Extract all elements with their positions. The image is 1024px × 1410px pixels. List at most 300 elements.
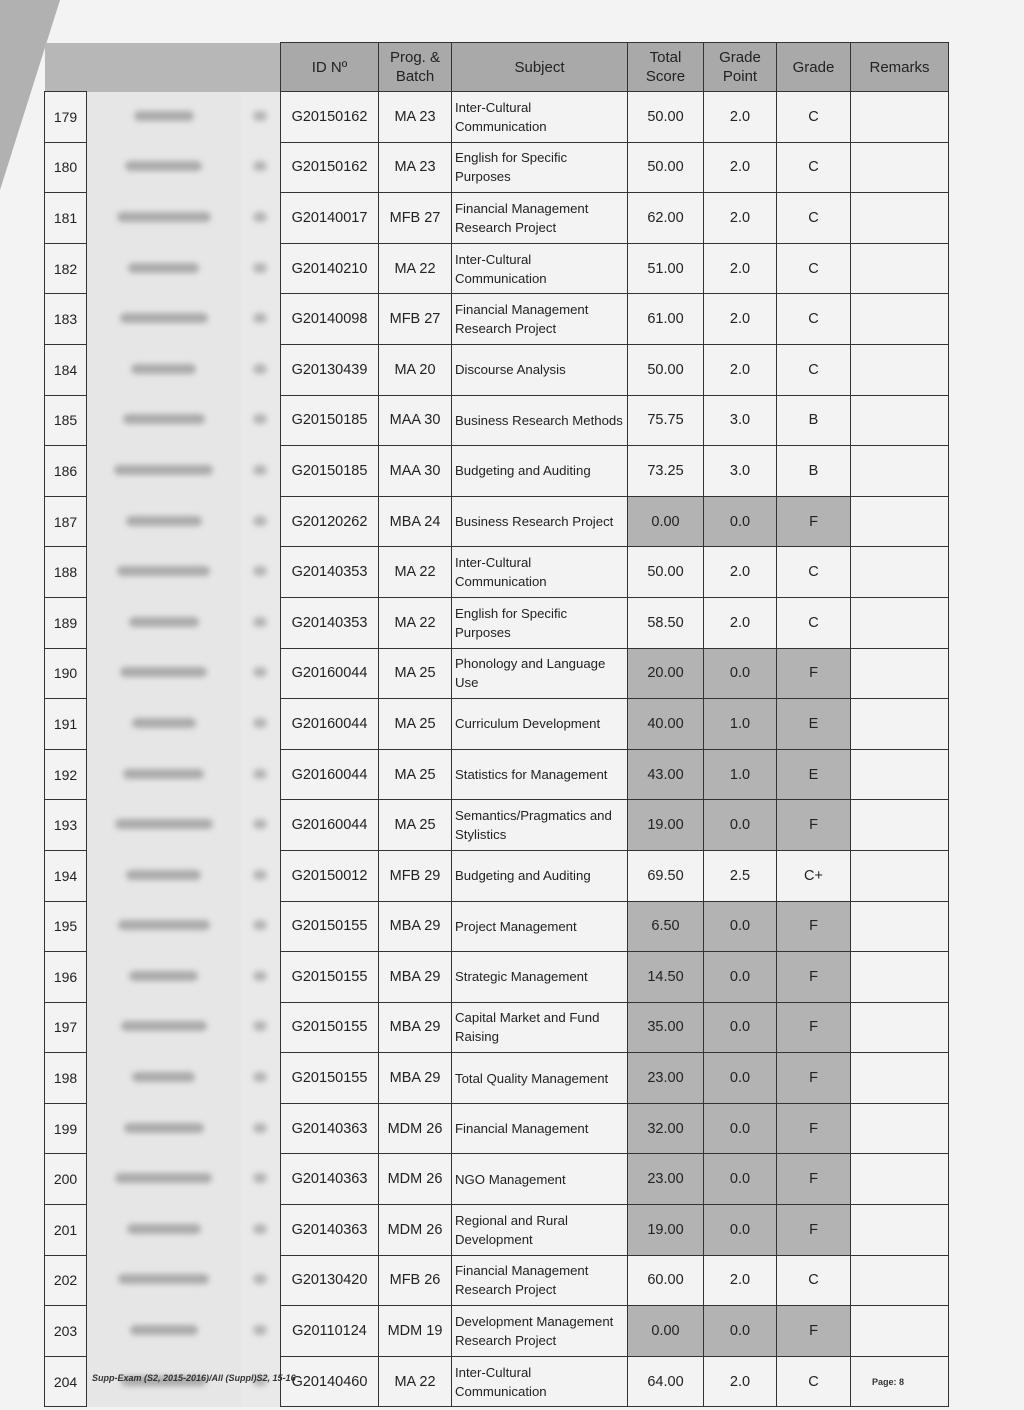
row-remarks bbox=[851, 901, 949, 952]
row-total-score: 0.00 bbox=[628, 1306, 704, 1357]
redaction-blur bbox=[253, 364, 267, 374]
row-id: G20150155 bbox=[281, 952, 379, 1003]
row-sex-redacted bbox=[241, 294, 281, 345]
row-id: G20110124 bbox=[281, 1306, 379, 1357]
row-subject: Business Research Methods bbox=[452, 395, 628, 446]
row-remarks bbox=[851, 496, 949, 547]
redaction-blur bbox=[253, 263, 267, 273]
table-row bbox=[45, 547, 949, 598]
row-total-score: 60.00 bbox=[628, 1255, 704, 1306]
row-name-redacted bbox=[87, 1205, 241, 1256]
row-number: 190 bbox=[45, 648, 87, 699]
redaction-blur bbox=[253, 1274, 267, 1284]
row-number: 204 bbox=[45, 1356, 87, 1407]
table-row bbox=[45, 1002, 949, 1053]
row-sex-redacted bbox=[241, 1205, 281, 1256]
row-grade-point: 0.0 bbox=[704, 952, 777, 1003]
redaction-blur bbox=[253, 819, 267, 829]
redaction-blur bbox=[123, 769, 204, 779]
row-remarks bbox=[851, 1205, 949, 1256]
row-grade-point: 0.0 bbox=[704, 1306, 777, 1357]
row-grade: B bbox=[777, 395, 851, 446]
row-sex-redacted bbox=[241, 850, 281, 901]
table-row bbox=[45, 344, 949, 395]
row-id: G20160044 bbox=[281, 699, 379, 750]
redaction-blur bbox=[129, 617, 199, 627]
row-grade-point: 0.0 bbox=[704, 800, 777, 851]
row-subject: Financial Management Research Project bbox=[452, 294, 628, 345]
row-subject: Capital Market and Fund Raising bbox=[452, 1002, 628, 1053]
redaction-blur bbox=[118, 920, 210, 930]
table-row bbox=[45, 1306, 949, 1357]
redaction-blur bbox=[132, 718, 196, 728]
row-grade-point: 0.0 bbox=[704, 496, 777, 547]
row-id: G20140210 bbox=[281, 243, 379, 294]
row-sex-redacted bbox=[241, 597, 281, 648]
redaction-blur bbox=[126, 870, 201, 880]
table-row bbox=[45, 597, 949, 648]
row-prog-batch: MA 22 bbox=[379, 597, 452, 648]
row-grade: E bbox=[777, 699, 851, 750]
row-total-score: 50.00 bbox=[628, 92, 704, 143]
row-subject: Phonology and Language Use bbox=[452, 648, 628, 699]
row-remarks bbox=[851, 344, 949, 395]
row-name-redacted bbox=[87, 395, 241, 446]
redaction-blur bbox=[129, 971, 198, 981]
row-subject: Financial Management Research Project bbox=[452, 1255, 628, 1306]
row-remarks bbox=[851, 952, 949, 1003]
table-row bbox=[45, 142, 949, 193]
row-name-redacted bbox=[87, 1053, 241, 1104]
row-remarks bbox=[851, 850, 949, 901]
row-sex-redacted bbox=[241, 800, 281, 851]
row-grade-point: 2.5 bbox=[704, 850, 777, 901]
row-id: G20150155 bbox=[281, 1002, 379, 1053]
row-id: G20150155 bbox=[281, 901, 379, 952]
row-remarks bbox=[851, 446, 949, 497]
row-id: G20140353 bbox=[281, 597, 379, 648]
row-name-redacted bbox=[87, 1306, 241, 1357]
row-grade: F bbox=[777, 1053, 851, 1104]
row-grade-point: 1.0 bbox=[704, 749, 777, 800]
row-number: 191 bbox=[45, 699, 87, 750]
redaction-blur bbox=[123, 414, 205, 424]
row-grade-point: 2.0 bbox=[704, 294, 777, 345]
row-prog-batch: MA 23 bbox=[379, 92, 452, 143]
redaction-blur bbox=[121, 1021, 207, 1031]
row-name-redacted bbox=[87, 699, 241, 750]
row-name-redacted bbox=[87, 193, 241, 244]
table-row bbox=[45, 699, 949, 750]
row-grade-point: 0.0 bbox=[704, 1002, 777, 1053]
row-sex-redacted bbox=[241, 648, 281, 699]
footer-exam-ref: Supp-Exam (S2, 2015-2016)/All (Suppl)S2, 15-16 bbox=[92, 1373, 296, 1383]
row-sex-redacted bbox=[241, 395, 281, 446]
redaction-blur bbox=[120, 667, 207, 677]
row-grade-point: 2.0 bbox=[704, 1255, 777, 1306]
header-total-score: Total Score bbox=[628, 43, 704, 92]
row-grade-point: 2.0 bbox=[704, 92, 777, 143]
row-remarks bbox=[851, 800, 949, 851]
results-table bbox=[44, 42, 949, 1407]
row-grade: C bbox=[777, 547, 851, 598]
redaction-blur bbox=[253, 718, 267, 728]
row-grade: C bbox=[777, 142, 851, 193]
row-name-redacted bbox=[87, 901, 241, 952]
row-prog-batch: MDM 26 bbox=[379, 1103, 452, 1154]
row-total-score: 6.50 bbox=[628, 901, 704, 952]
row-grade-point: 2.0 bbox=[704, 1356, 777, 1407]
redaction-blur bbox=[253, 1325, 267, 1335]
row-name-redacted bbox=[87, 850, 241, 901]
row-sex-redacted bbox=[241, 344, 281, 395]
row-id: G20140098 bbox=[281, 294, 379, 345]
row-number: 185 bbox=[45, 395, 87, 446]
row-name-redacted bbox=[87, 92, 241, 143]
row-sex-redacted bbox=[241, 952, 281, 1003]
row-subject: Financial Management bbox=[452, 1103, 628, 1154]
row-id: G20140363 bbox=[281, 1205, 379, 1256]
row-number: 202 bbox=[45, 1255, 87, 1306]
row-total-score: 43.00 bbox=[628, 749, 704, 800]
redaction-blur bbox=[253, 212, 267, 222]
row-id: G20130420 bbox=[281, 1255, 379, 1306]
row-prog-batch: MDM 26 bbox=[379, 1205, 452, 1256]
row-sex-redacted bbox=[241, 1154, 281, 1205]
table-row bbox=[45, 648, 949, 699]
row-name-redacted bbox=[87, 1103, 241, 1154]
row-total-score: 69.50 bbox=[628, 850, 704, 901]
row-prog-batch: MBA 24 bbox=[379, 496, 452, 547]
results-table-wrapper bbox=[44, 42, 948, 1407]
row-id: G20160044 bbox=[281, 749, 379, 800]
row-remarks bbox=[851, 1255, 949, 1306]
table-row bbox=[45, 92, 949, 143]
row-number: 187 bbox=[45, 496, 87, 547]
row-grade-point: 3.0 bbox=[704, 395, 777, 446]
row-sex-redacted bbox=[241, 496, 281, 547]
row-name-redacted bbox=[87, 547, 241, 598]
redaction-blur bbox=[127, 1224, 201, 1234]
row-sex-redacted bbox=[241, 1053, 281, 1104]
row-remarks bbox=[851, 597, 949, 648]
row-prog-batch: MBA 29 bbox=[379, 952, 452, 1003]
table-row bbox=[45, 446, 949, 497]
row-prog-batch: MAA 30 bbox=[379, 446, 452, 497]
row-total-score: 23.00 bbox=[628, 1154, 704, 1205]
row-subject: Regional and Rural Development bbox=[452, 1205, 628, 1256]
row-total-score: 14.50 bbox=[628, 952, 704, 1003]
row-remarks bbox=[851, 699, 949, 750]
row-number: 194 bbox=[45, 850, 87, 901]
redaction-blur bbox=[118, 1274, 209, 1284]
redaction-blur bbox=[114, 465, 213, 475]
row-prog-batch: MA 25 bbox=[379, 648, 452, 699]
redaction-blur bbox=[131, 364, 196, 374]
row-prog-batch: MFB 26 bbox=[379, 1255, 452, 1306]
row-prog-batch: MDM 26 bbox=[379, 1154, 452, 1205]
table-row bbox=[45, 193, 949, 244]
row-subject: Discourse Analysis bbox=[452, 344, 628, 395]
row-subject: Statistics for Management bbox=[452, 749, 628, 800]
row-sex-redacted bbox=[241, 142, 281, 193]
row-total-score: 50.00 bbox=[628, 344, 704, 395]
row-grade: F bbox=[777, 1103, 851, 1154]
redaction-blur bbox=[253, 1224, 267, 1234]
header-blurred-name bbox=[87, 43, 241, 92]
row-prog-batch: MFB 29 bbox=[379, 850, 452, 901]
row-prog-batch: MA 20 bbox=[379, 344, 452, 395]
redaction-blur bbox=[117, 212, 211, 222]
row-sex-redacted bbox=[241, 547, 281, 598]
row-subject: Inter-Cultural Communication bbox=[452, 92, 628, 143]
row-sex-redacted bbox=[241, 92, 281, 143]
row-number: 201 bbox=[45, 1205, 87, 1256]
row-number: 179 bbox=[45, 92, 87, 143]
row-total-score: 0.00 bbox=[628, 496, 704, 547]
row-number: 195 bbox=[45, 901, 87, 952]
row-name-redacted bbox=[87, 243, 241, 294]
row-grade: C bbox=[777, 243, 851, 294]
row-grade: C bbox=[777, 1356, 851, 1407]
row-sex-redacted bbox=[241, 699, 281, 750]
redaction-blur bbox=[253, 566, 267, 576]
row-total-score: 61.00 bbox=[628, 294, 704, 345]
row-remarks bbox=[851, 1053, 949, 1104]
row-name-redacted bbox=[87, 344, 241, 395]
row-number: 193 bbox=[45, 800, 87, 851]
row-subject: Strategic Management bbox=[452, 952, 628, 1003]
row-subject: Inter-Cultural Communication bbox=[452, 243, 628, 294]
redaction-blur bbox=[115, 819, 213, 829]
row-id: G20140363 bbox=[281, 1103, 379, 1154]
row-id: G20150185 bbox=[281, 446, 379, 497]
row-number: 203 bbox=[45, 1306, 87, 1357]
row-grade-point: 2.0 bbox=[704, 597, 777, 648]
redaction-blur bbox=[115, 1173, 212, 1183]
row-prog-batch: MAA 30 bbox=[379, 395, 452, 446]
row-grade: C bbox=[777, 193, 851, 244]
row-subject: NGO Management bbox=[452, 1154, 628, 1205]
table-row bbox=[45, 1103, 949, 1154]
row-prog-batch: MA 23 bbox=[379, 142, 452, 193]
row-sex-redacted bbox=[241, 1002, 281, 1053]
redaction-blur bbox=[125, 161, 202, 171]
row-grade: F bbox=[777, 1154, 851, 1205]
row-name-redacted bbox=[87, 648, 241, 699]
row-grade-point: 2.0 bbox=[704, 142, 777, 193]
row-grade-point: 3.0 bbox=[704, 446, 777, 497]
row-grade: F bbox=[777, 648, 851, 699]
row-sex-redacted bbox=[241, 749, 281, 800]
row-grade: C bbox=[777, 1255, 851, 1306]
row-subject: English for Specific Purposes bbox=[452, 142, 628, 193]
row-grade: C bbox=[777, 597, 851, 648]
table-body bbox=[45, 92, 949, 1407]
redaction-blur bbox=[253, 1173, 267, 1183]
row-number: 197 bbox=[45, 1002, 87, 1053]
redaction-blur bbox=[120, 313, 208, 323]
redaction-blur bbox=[126, 516, 202, 526]
row-name-redacted bbox=[87, 294, 241, 345]
row-number: 181 bbox=[45, 193, 87, 244]
row-grade-point: 2.0 bbox=[704, 243, 777, 294]
table-row bbox=[45, 749, 949, 800]
row-grade: C bbox=[777, 344, 851, 395]
header-grade-point: Grade Point bbox=[704, 43, 777, 92]
row-number: 183 bbox=[45, 294, 87, 345]
row-id: G20140353 bbox=[281, 547, 379, 598]
row-remarks bbox=[851, 243, 949, 294]
row-subject: Curriculum Development bbox=[452, 699, 628, 750]
row-number: 200 bbox=[45, 1154, 87, 1205]
row-sex-redacted bbox=[241, 243, 281, 294]
row-prog-batch: MA 22 bbox=[379, 547, 452, 598]
row-grade: E bbox=[777, 749, 851, 800]
redaction-blur bbox=[124, 1123, 204, 1133]
row-remarks bbox=[851, 1306, 949, 1357]
row-subject: Development Management Research Project bbox=[452, 1306, 628, 1357]
row-total-score: 19.00 bbox=[628, 800, 704, 851]
row-grade: F bbox=[777, 800, 851, 851]
row-grade-point: 0.0 bbox=[704, 901, 777, 952]
row-number: 192 bbox=[45, 749, 87, 800]
row-number: 180 bbox=[45, 142, 87, 193]
row-id: G20150012 bbox=[281, 850, 379, 901]
row-grade: F bbox=[777, 901, 851, 952]
row-name-redacted bbox=[87, 446, 241, 497]
row-total-score: 58.50 bbox=[628, 597, 704, 648]
row-subject: English for Specific Purposes bbox=[452, 597, 628, 648]
redaction-blur bbox=[253, 313, 267, 323]
header-prog-batch: Prog. & Batch bbox=[379, 43, 452, 92]
row-grade: B bbox=[777, 446, 851, 497]
row-id: G20140363 bbox=[281, 1154, 379, 1205]
row-subject: Business Research Project bbox=[452, 496, 628, 547]
header-blurred-no bbox=[45, 43, 87, 92]
row-remarks bbox=[851, 395, 949, 446]
row-prog-batch: MA 25 bbox=[379, 800, 452, 851]
row-id: G20120262 bbox=[281, 496, 379, 547]
row-number: 186 bbox=[45, 446, 87, 497]
header-remarks: Remarks bbox=[851, 43, 949, 92]
table-row bbox=[45, 952, 949, 1003]
row-prog-batch: MA 22 bbox=[379, 1356, 452, 1407]
row-prog-batch: MBA 29 bbox=[379, 1002, 452, 1053]
row-remarks bbox=[851, 1154, 949, 1205]
row-remarks bbox=[851, 92, 949, 143]
redaction-blur bbox=[253, 111, 267, 121]
row-total-score: 64.00 bbox=[628, 1356, 704, 1407]
row-grade-point: 0.0 bbox=[704, 1053, 777, 1104]
row-grade-point: 0.0 bbox=[704, 1205, 777, 1256]
row-grade-point: 2.0 bbox=[704, 193, 777, 244]
redaction-blur bbox=[132, 1072, 195, 1082]
redaction-blur bbox=[253, 161, 267, 171]
redaction-blur bbox=[253, 1123, 267, 1133]
row-name-redacted bbox=[87, 749, 241, 800]
table-row bbox=[45, 1255, 949, 1306]
row-sex-redacted bbox=[241, 1306, 281, 1357]
row-number: 196 bbox=[45, 952, 87, 1003]
row-total-score: 32.00 bbox=[628, 1103, 704, 1154]
row-grade-point: 2.0 bbox=[704, 344, 777, 395]
row-sex-redacted bbox=[241, 1255, 281, 1306]
row-total-score: 62.00 bbox=[628, 193, 704, 244]
row-subject: Financial Management Research Project bbox=[452, 193, 628, 244]
row-subject: Project Management bbox=[452, 901, 628, 952]
row-number: 184 bbox=[45, 344, 87, 395]
row-name-redacted bbox=[87, 952, 241, 1003]
row-total-score: 75.75 bbox=[628, 395, 704, 446]
redaction-blur bbox=[253, 1072, 267, 1082]
row-subject: Budgeting and Auditing bbox=[452, 850, 628, 901]
row-id: G20150162 bbox=[281, 142, 379, 193]
redaction-blur bbox=[253, 971, 267, 981]
table-row bbox=[45, 496, 949, 547]
row-prog-batch: MDM 19 bbox=[379, 1306, 452, 1357]
row-subject: Total Quality Management bbox=[452, 1053, 628, 1104]
table-row bbox=[45, 243, 949, 294]
row-remarks bbox=[851, 1002, 949, 1053]
redaction-blur bbox=[253, 465, 267, 475]
redaction-blur bbox=[134, 111, 194, 121]
row-id: G20150185 bbox=[281, 395, 379, 446]
row-subject: Budgeting and Auditing bbox=[452, 446, 628, 497]
row-total-score: 23.00 bbox=[628, 1053, 704, 1104]
table-row bbox=[45, 800, 949, 851]
row-total-score: 20.00 bbox=[628, 648, 704, 699]
table-row bbox=[45, 1053, 949, 1104]
header-id: ID Nº bbox=[281, 43, 379, 92]
row-grade: F bbox=[777, 496, 851, 547]
header-grade: Grade bbox=[777, 43, 851, 92]
row-grade: C bbox=[777, 294, 851, 345]
row-name-redacted bbox=[87, 1255, 241, 1306]
redaction-blur bbox=[253, 920, 267, 930]
table-row bbox=[45, 1205, 949, 1256]
row-name-redacted bbox=[87, 1154, 241, 1205]
row-id: G20160044 bbox=[281, 648, 379, 699]
redaction-blur bbox=[253, 1021, 267, 1031]
row-subject: Semantics/Pragmatics and Stylistics bbox=[452, 800, 628, 851]
redaction-blur bbox=[253, 769, 267, 779]
row-number: 198 bbox=[45, 1053, 87, 1104]
row-grade-point: 2.0 bbox=[704, 547, 777, 598]
redaction-blur bbox=[253, 667, 267, 677]
row-id: G20140017 bbox=[281, 193, 379, 244]
table-row bbox=[45, 1154, 949, 1205]
table-row bbox=[45, 294, 949, 345]
table-row bbox=[45, 395, 949, 446]
row-id: G20150162 bbox=[281, 92, 379, 143]
footer-page-number: Page: 8 bbox=[872, 1377, 905, 1387]
row-prog-batch: MBA 29 bbox=[379, 901, 452, 952]
row-prog-batch: MBA 29 bbox=[379, 1053, 452, 1104]
row-grade: C bbox=[777, 92, 851, 143]
row-prog-batch: MA 25 bbox=[379, 699, 452, 750]
row-sex-redacted bbox=[241, 1103, 281, 1154]
row-grade-point: 1.0 bbox=[704, 699, 777, 750]
row-grade: F bbox=[777, 1306, 851, 1357]
row-remarks bbox=[851, 294, 949, 345]
redaction-blur bbox=[130, 1325, 198, 1335]
redaction-blur bbox=[128, 263, 199, 273]
row-id: G20160044 bbox=[281, 800, 379, 851]
row-prog-batch: MA 25 bbox=[379, 749, 452, 800]
row-sex-redacted bbox=[241, 901, 281, 952]
redaction-blur bbox=[253, 516, 267, 526]
